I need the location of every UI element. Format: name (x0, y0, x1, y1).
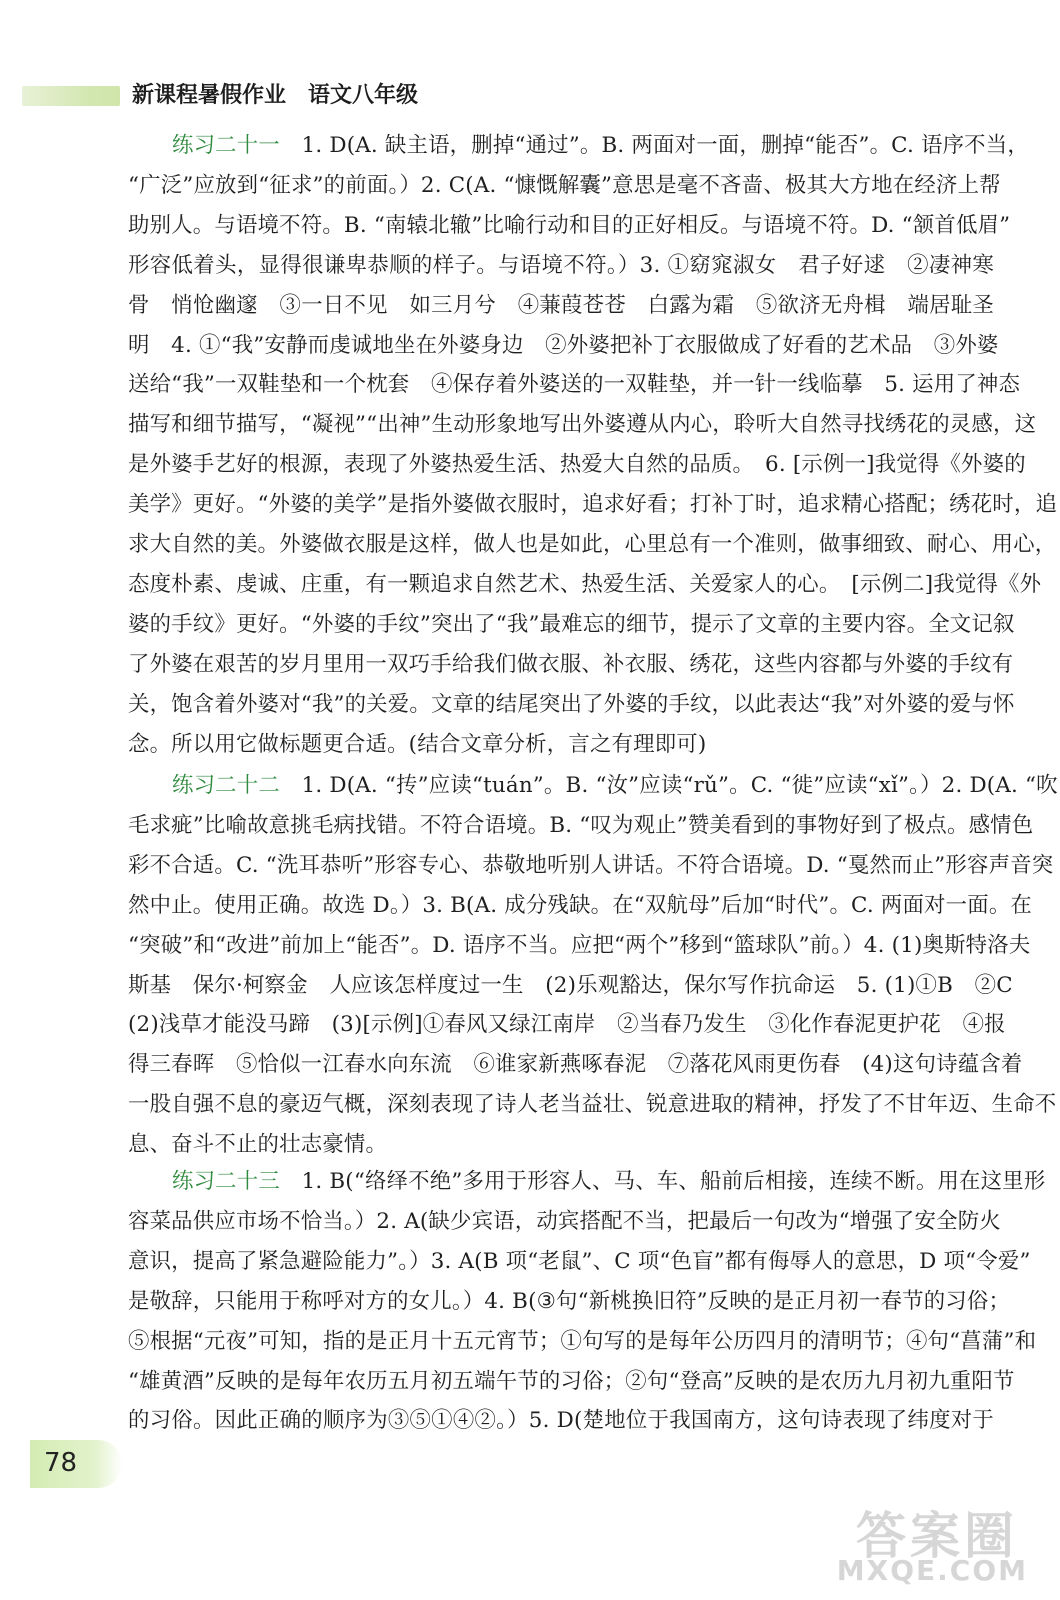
watermark-url: MXQE.COM (836, 1554, 1028, 1587)
text-line: 送给“我”一双鞋垫和一个枕套 ④保存着外婆送的一双鞋垫，并一针一线临摹 5. 运用了神态 (128, 372, 1021, 398)
section-22 (128, 766, 1058, 1165)
text-line: 了外婆在艰苦的岁月里用一双巧手给我们做衣服、补衣服、绣花，这些内容都与外婆的手纹有 (128, 651, 1014, 677)
text-line: ⑤根据“元夜”可知，指的是正月十五元宵节；①句写的是每年公历四月的清明节；④句“菖蒲”和 (128, 1328, 1037, 1354)
section-21 (128, 126, 1058, 765)
header-title: 新课程暑假作业 语文八年级 (132, 83, 419, 108)
text-line: 关，饱含着外婆对“我”的关爱。文章的结尾突出了外婆的手纹，以此表达“我”对外婆的爱与怀 (128, 691, 1015, 717)
text-line: 骨 悄怆幽邃 ③一日不见 如三月兮 ④蒹葭苍苍 白露为霜 ⑤欲济无舟楫 端居耻圣 (128, 292, 994, 318)
text-line: 明 4. ①“我”安静而虔诚地坐在外婆身边 ②外婆把补丁衣服做成了好看的艺术品 ③外婆 (128, 332, 999, 358)
section-heading: 练习二十三 (172, 1169, 280, 1194)
text-line: “雄黄酒”反映的是每年农历五月初五端午节的习俗；②句“登高”反映的是农历九月初九重阳节 (128, 1368, 1015, 1394)
text-line: 练习二十一 1. D(A. 缺主语，删掉“通过”。B. 两面对一面，删掉“能否”。C. 语序不当， (172, 133, 1029, 158)
text-line: 练习二十二 1. D(A. “抟”应读“tuán”。B. “汝”应读“rǔ”。C. “徙”应读“xǐ”。）2. D(A. “吹 (172, 773, 1058, 798)
section-heading: 练习二十一 (172, 133, 280, 158)
text-line: 练习二十三 1. B(“络绎不绝”多用于形容人、马、车、船前后相接，连续不断。用在这里形 (172, 1169, 1046, 1194)
text-line: “广泛”应放到“征求”的前面。）2. C(A. “慷慨解囊”意思是毫不吝啬、极其大方地在经济上帮 (128, 172, 1001, 198)
page-number: 78 (44, 1448, 78, 1478)
text-line: (2)浅草才能没马蹄 (3)[示例]①春风又绿江南岸 ②当春乃发生 ③化作春泥更护花 ④报 (128, 1012, 1006, 1038)
text-line: 彩不合适。C. “洗耳恭听”形容专心、恭敬地听别人讲话。不符合语境。D. “戛然而止”形容声音突 (128, 852, 1054, 878)
watermark-logo-text: 答案圈 (856, 1507, 1018, 1565)
text-line: 婆的手纹》更好。“外婆的手纹”突出了“我”最难忘的细节，提示了文章的主要内容。全文记叙 (128, 611, 1015, 637)
text-line: 容菜品供应市场不恰当。）2. A(缺少宾语，动宾搭配不当，把最后一句改为“增强了安全防火 (128, 1208, 1001, 1234)
text-line: 意识，提高了紧急避险能力”。）3. A(B 项“老鼠”、C 项“色盲”都有侮辱人的意思，D 项“令爱” (128, 1248, 1031, 1274)
watermark (818, 1496, 1028, 1588)
text-line: 是敬辞，只能用于称呼对方的女儿。）4. B(③句“新桃换旧符”反映的是正月初一春节的习俗； (128, 1288, 1011, 1314)
text-line: 形容低着头，显得很谦卑恭顺的样子。与语境不符。）3. ①窈窕淑女 君子好逑 ②凄神寒 (128, 252, 994, 278)
text-line: 是外婆手艺好的根源，表现了外婆热爱生活、热爱大自然的品质。 6. [示例一]我觉得《外婆的 (128, 452, 1026, 478)
section-heading: 练习二十二 (172, 773, 280, 798)
section-23 (128, 1162, 1046, 1441)
text-line: 念。所以用它做标题更合适。(结合文章分析，言之有理即可) (128, 731, 707, 757)
header-color-band (22, 86, 120, 106)
text-line: 的习俗。因此正确的顺序为③⑤①④②。）5. D(楚地位于我国南方，这句诗表现了纬度对于 (128, 1408, 994, 1434)
text-line: 得三春晖 ⑤恰似一江春水向东流 ⑥谁家新燕啄春泥 ⑦落花风雨更伤春 (4)这句诗蕴含着 (128, 1052, 1023, 1078)
text-line: 助别人。与语境不符。B. “南辕北辙”比喻行动和目的正好相反。与语境不符。D. “颔首低眉” (128, 212, 1011, 238)
page-header (22, 82, 622, 112)
text-line: 态度朴素、虔诚、庄重，有一颗追求自然艺术、热爱生活、关爱家人的心。 [示例二]我觉得《外 (128, 571, 1042, 597)
text-line: 描写和细节描写，“凝视”“出神”生动形象地写出外婆遵从内心，聆听大自然寻找绣花的灵感，这 (128, 412, 1037, 438)
text-line: 美学》更好。“外婆的美学”是指外婆做衣服时，追求好看；打补丁时，追求精心搭配；绣花时，追 (128, 492, 1058, 518)
text-line: 毛求疵”比喻故意挑毛病找错。不符合语境。B. “叹为观止”赞美看到的事物好到了极点。感情色 (128, 812, 1034, 838)
text-line: 求大自然的美。外婆做衣服是这样，做人也是如此，心里总有一个准则，做事细致、耐心、用心， (128, 532, 1057, 558)
text-line: 一股自强不息的豪迈气概，深刻表现了诗人老当益壮、锐意进取的精神，抒发了不甘年迈、生命不 (128, 1092, 1057, 1118)
text-line: 息、奋斗不止的壮志豪情。 (128, 1132, 388, 1158)
page-number-tab (30, 1440, 122, 1488)
text-line: 斯基 保尔·柯察金 人应该怎样度过一生 (2)乐观豁达，保尔写作抗命运 5. (1)①B ②C (128, 972, 1013, 998)
text-line: “突破”和“改进”前加上“能否”。D. 语序不当。应把“两个”移到“篮球队”前。）4. (1)奥斯特洛夫 (128, 932, 1031, 958)
text-line: 然中止。使用正确。故选 D。）3. B(A. 成分残缺。在“双航母”后加“时代”。C. 两面对一面。在 (128, 892, 1032, 918)
